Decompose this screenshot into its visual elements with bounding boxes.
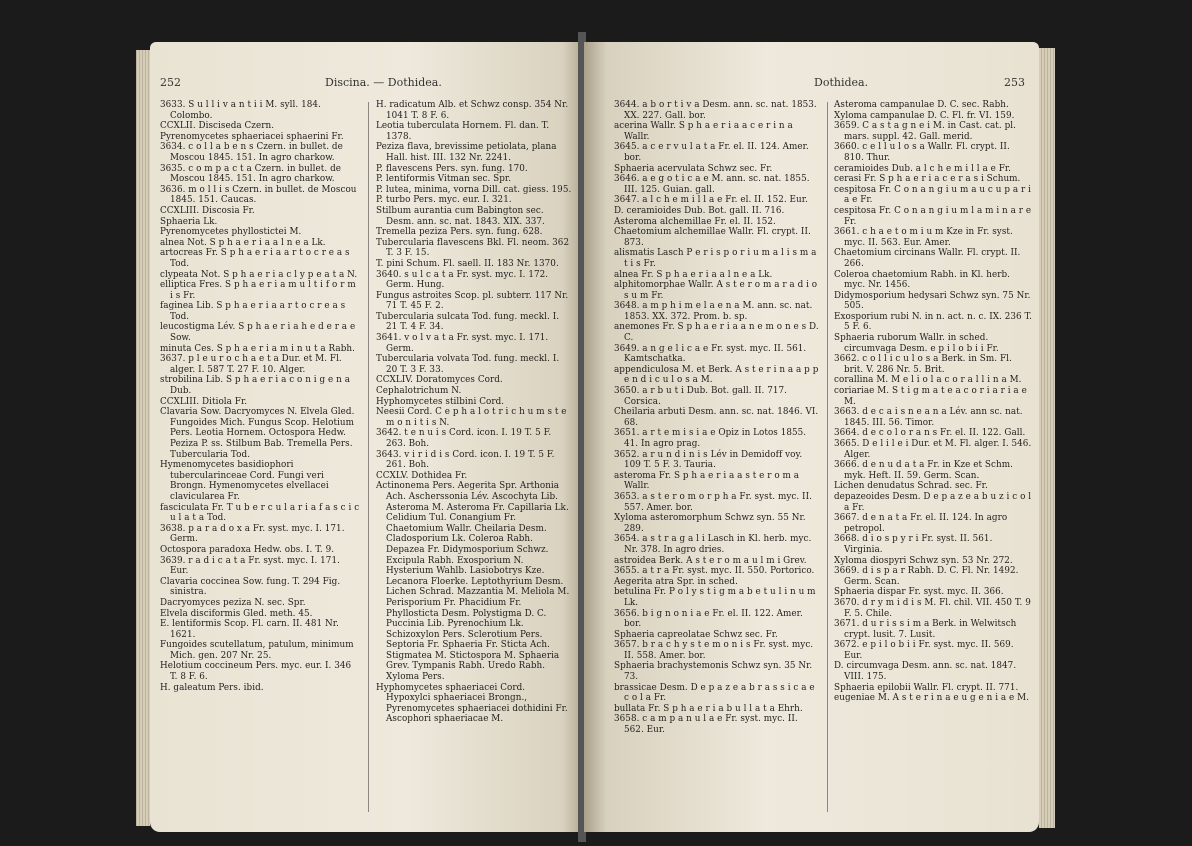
entry-line: CCXLIV. Doratomyces Cord. (376, 375, 503, 386)
entry-line: 3671. d u r i s s i m a Berk. in Welwitsch crypt. lusit. 7. Lusit. (834, 619, 1017, 640)
entry-line: 3638. p a r a d o x a Fr. syst. myc. I. 171. Germ. (160, 523, 345, 545)
entry-line: Octospora paradoxa Hedw. obs. I. T. 9. (160, 544, 335, 555)
entry-line: 3655. a t r a Fr. syst. myc. II. 550. Portorico. (614, 566, 815, 577)
left-page-number: 252 (160, 76, 181, 89)
entry-line: Xyloma diospyri Schwz syn. 53 Nr. 272. (834, 555, 1013, 566)
column-rule-left (368, 102, 369, 812)
entry-line: 3672. e p i l o b i i Fr. syst. myc. II. 569. Eur. (834, 640, 1014, 661)
entry-line: Sphaeria brachystemonis Schwz syn. 35 Nr. 73. (614, 661, 813, 683)
entry-line: alphitomorphae Wallr. A s t e r o m a r a d i o s u m Fr. (614, 280, 818, 301)
entry-line: Hyphomycetes stilbini Cord. (376, 396, 505, 407)
entry-line: Asteroma alchemillae Fr. el. II. 152. (614, 216, 776, 227)
entry-line: 3649. a n g e l i c a e Fr. syst. myc. II. 561. Kamtschatka. (614, 343, 807, 365)
entry-line: 3659. C a s t a g n e i M. in Cast. cat. pl. mars. suppl. 42. Gall. merid. (834, 121, 1016, 142)
entry-line: Cephalotrichum N. (376, 386, 462, 397)
entry-line: 3634. c o l l a b e n s Czern. in bullet. de Moscou 1845. 151. In agro charkow. (160, 142, 343, 163)
entry-line: Fungus astroites Scop. pl. subterr. 117 Nr. 71 T. 45 F. 2. (376, 290, 569, 312)
entry-line: artocreas Fr. S p h a e r i a a r t o c r e a s Tod. (160, 248, 350, 269)
entry-line: 3665. D e l i l e i Dur. et M. Fl. alger. I. 546. Alger. (834, 439, 1032, 460)
entry-line: 3653. a s t e r o m o r p h a Fr. syst. myc. II. 557. Amer. bor. (614, 491, 812, 513)
entry-line: Dacryomyces peziza N. sec. Spr. (160, 597, 306, 608)
entry-line: D. ceramioides Dub. Bot. gall. II. 716. (614, 205, 785, 216)
entry-line: faginea Lib. S p h a e r i a a r t o c r e a s Tod. (160, 301, 346, 322)
entry-line: Xyloma campanulae D. C. Fl. fr. VI. 159. (834, 110, 1015, 121)
entry-line: Aegerita atra Spr. in sched. (614, 576, 738, 587)
entry-line: 3663. d e c a i s n e a n a Lév. ann sc. nat. 1845. III. 56. Timor. (834, 407, 1023, 428)
entry-line: cespitosa Fr. C o n a n g i u m l a m i n a r e Fr. (834, 205, 1032, 227)
entry-line: Hyphomycetes sphaeriacei Cord. Hypoxylci sphaeriacei Brongn., Pyrenomycetes sphaeriacei dothidini Fr. Ascophori sphaeriacae M. (376, 682, 568, 725)
entry-line: Pyrenomycetes phyllostictei M. (160, 227, 302, 238)
entry-line: Sphaeria epilobii Wallr. Fl. crypt. II. 771. (834, 682, 1019, 693)
entry-line: 3666. d e n u d a t a Fr. in Kze et Schm. myk. Heft. II. 59. Germ. Scan. (834, 460, 1013, 481)
entry-line: leucostigma Lév. S p h a e r i a h e d e r a e Sow. (160, 322, 356, 344)
entry-line: 3645. a c e r v u l a t a Fr. el. II. 124. Amer. bor. (614, 142, 809, 163)
entry-line: Elvela disciformis Gled. meth. 45. (160, 608, 313, 619)
left-page-header: Discina. — Dothidea. (325, 76, 442, 89)
entry-line: Hymenomycetes basidiophori tubercularinceae Cord. Fungi veri Brongn. Hymenomycetes elvellacei clavicularea Fr. (160, 460, 329, 502)
entry-line: acerina Wallr. S p h a e r i a a c e r i n a Wallr. (614, 121, 793, 142)
right-column-1 (614, 100, 819, 736)
right-page-number: 253 (1004, 76, 1025, 89)
entry-line: 3642. t e n u i s Cord. icon. I. 19 T. 5 F. 263. Boh. (376, 428, 552, 449)
entry-line: D. circumvaga Desm. ann. sc. nat. 1847. VIII. 175. (834, 661, 1017, 683)
entry-line: 3635. c o m p a c t a Czern. in bullet. de Moscou 1845. 151. In agro charkow. (160, 163, 342, 185)
entry-line: cespitosa Fr. C o n a n g i u m a u c u p a r i a e Fr. (834, 184, 1031, 206)
left-column-1 (160, 100, 360, 693)
entry-line: Clavaria coccinea Sow. fung. T. 294 Fig. sinistra. (160, 576, 341, 598)
entry-line: brassicae Desm. D e p a z e a b r a s s i c a e c o l a Fr. (614, 682, 815, 704)
entry-line: 3661. c h a e t o m i u m Kze in Fr. syst. myc. II. 563. Eur. Amer. (834, 227, 1013, 248)
entry-line: cerasi Fr. S p h a e r i a c e r a s i Schum. (834, 174, 1021, 185)
entry-line: Exosporium rubi N. in n. act. n. c. IX. 236 T. 5 F. 6. (834, 311, 1032, 333)
entry-line: Cheilaria arbuti Desm. ann. sc. nat. 1846. VI. 68. (614, 407, 819, 428)
entry-line: P. turbo Pers. myc. eur. I. 321. (376, 195, 512, 206)
entry-line: P. flavescens Pers. syn. fung. 170. (376, 163, 528, 174)
entry-line: Lichen denudatus Schrad. sec. Fr. (834, 481, 988, 492)
entry-line: Neesii Cord. C e p h a l o t r i c h u m s t e m o n i t i s N. (376, 407, 567, 428)
entry-line: Sphaeria capreolatae Schwz sec. Fr. (614, 629, 778, 640)
entry-line: alismatis Lasch P e r i s p o r i u m a l i s m a t i s Fr. (614, 248, 817, 269)
entry-line: H. galeatum Pers. ibid. (160, 682, 264, 693)
book-edge-left (136, 50, 150, 826)
entry-line: anemones Fr. S p h a e r i a a n e m o n e s D. C. (614, 322, 819, 344)
entry-line: Sphaeria Lk. (160, 216, 218, 227)
left-page (150, 42, 580, 832)
entry-line: alnea Fr. S p h a e r i a a l n e a Lk. (614, 269, 773, 280)
entry-line: 3656. b i g n o n i a e Fr. el. II. 122. Amer. bor. (614, 608, 803, 630)
entry-line: Tremella peziza Pers. syn. fung. 628. (376, 227, 543, 238)
entry-line: CCXLIII. Discosia Fr. (160, 205, 255, 216)
entry-line: Xyloma asteromorphum Schwz syn. 55 Nr. 289. (614, 513, 806, 534)
entry-line: 3648. a m p h i m e l a e n a M. ann. sc. nat. 1853. XX. 372. Prom. b. sp. (614, 301, 813, 322)
entry-line: 3640. s u l c a t a Fr. syst. myc. I. 172. Germ. Hung. (376, 269, 549, 291)
right-page-header: Dothidea. (814, 76, 869, 89)
entry-line: 3636. m o l l i s Czern. in bullet. de Moscou 1845. 151. Caucas. (160, 184, 357, 206)
entry-line: 3662. c o l l i c u l o s a Berk. in Sm. Fl. brit. V. 286 Nr. 5. Brit. (834, 354, 1012, 375)
entry-line: CCXLV. Dothidea Fr. (376, 470, 468, 481)
entry-line: 3633. S u l l i v a n t i i M. syll. 184. Colombo. (160, 100, 321, 121)
entry-line: 3644. a b o r t i v a Desm. ann. sc. nat. 1853. XX. 227. Gall. bor. (614, 100, 817, 121)
entry-line: 3647. a l c h e m i l l a e Fr. el. II. 152. Eur. (614, 195, 808, 206)
right-page (584, 42, 1039, 832)
entry-line: Pyrenomycetes sphaeriacei sphaerini Fr. (160, 131, 344, 142)
entry-line: eugeniae M. A s t e r i n a e u g e n i a e M. (834, 693, 1030, 704)
entry-line: corallina M. M e l i o l a c o r a l l i n a M. (834, 375, 1022, 386)
entry-line: Chaetomium alchemillae Wallr. Fl. crypt. II. 873. (614, 227, 811, 248)
entry-line: Clavaria Sow. Dacryomyces N. Elvela Gled. Fungoides Mich. Fungus Scop. Helotium Pers. Leotia Hornem. Octospora Hedw. Peziza P. ss. Stilbum Bab. Tremella Pers. Tubercularia Tod. (160, 407, 355, 460)
entry-line: minuta Ces. S p h a e r i a m i n u t a Rabh. (160, 343, 355, 354)
entry-line: astroidea Berk. A s t e r o m a u l m i Grev. (614, 555, 807, 566)
entry-line: CCXLIII. Ditiola Fr. (160, 396, 248, 407)
entry-line: 3670. d r y m i d i s M. Fl. chil. VII. 450 T. 9 F. 5. Chile. (834, 597, 1031, 619)
entry-line: 3650. a r b u t i Dub. Bot. gall. II. 717. Corsica. (614, 386, 788, 407)
left-column-2 (376, 100, 572, 725)
entry-line: T. pini Schum. Fl. saell. II. 183 Nr. 1370. (376, 258, 559, 269)
entry-line: Helotium coccineum Pers. myc. eur. I. 346 T. 8 F. 6. (160, 661, 352, 683)
entry-line: 3639. r a d i c a t a Fr. syst. myc. I. 171. Eur. (160, 555, 340, 577)
entry-line: 3646. a e g o t i c a e M. ann. sc. nat. 1855. III. 125. Guian. gall. (614, 174, 810, 195)
entry-line: P. lutea, minima, vorna Dill. cat. giess. 195. (376, 184, 572, 195)
entry-line: 3637. p l e u r o c h a e t a Dur. et M. Fl. alger. I. 587 T. 27 F. 10. Alger. (160, 354, 342, 375)
entry-line: 3668. d i o s p y r i Fr. syst. II. 561. Virginia. (834, 534, 993, 555)
entry-line: Tubercularia sulcata Tod. fung. meckl. I. 21 T. 4 F. 34. (376, 311, 560, 333)
entry-line: Didymosporium hedysari Schwz syn. 75 Nr. 505. (834, 290, 1031, 312)
entry-line: Sphaeria acervulata Schwz sec. Fr. (614, 163, 773, 174)
entry-line: 3658. c a m p a n u l a e Fr. syst. myc. II. 562. Eur. (614, 714, 798, 736)
entry-line: betulina Fr. P o l y s t i g m a b e t u l i n u m Lk. (614, 587, 816, 608)
entry-line: appendiculosa M. et Berk. A s t e r i n a a p p e n d i c u l o s a M. (614, 364, 819, 386)
entry-line: Actinonema Pers. Aegerita Spr. Arthonia Ach. Ascherssonia Lév. Ascochyta Lib. Asteroma M. Asteroma Fr. Capillaria Lk. Celidium Tul. Conangium Fr. Chaetomium Wallr. Cheilaria Desm. Cladosporium Lk. Coleroa Rabh. Depazea Fr. Didymosporium Schwz. Excipula Rabh. Exosporium N. Hysterium Wahlb. Lasiobotrys Kze. Lecanora Floerke. Leptothyrium Desm. Lichen Schrad. Mazzantia M. Meliola M. Perisporium Fr. Phacidium Fr. Phyllosticta Desm. Polystigma D. C. Puccinia Lib. Pyrenochium Lk. Schizoxylon Pers. Sclerotium Pers. Septoria Fr. Sphaeria Fr. Sticta Ach. Stigmatea M. Stictospora M. Sphaeria Grev. Tympanis Rabh. Uredo Rabh. Xyloma Pers. (376, 481, 570, 683)
entry-line: 3652. a r u n d i n i s Lév in Demidoff voy. 109 T. 5 F. 3. Tauria. (614, 449, 803, 471)
entry-line: Tubercularia flavescens Bkl. Fl. neom. 362 T. 3 F. 15. (376, 237, 570, 259)
entry-line: Sphaeria dispar Fr. syst. myc. II. 366. (834, 587, 1004, 598)
entry-line: Asteroma campanulae D. C. sec. Rabh. (834, 100, 1009, 110)
entry-line: 3664. d e c o l o r a n s Fr. el. II. 122. Gall. (834, 428, 1026, 439)
entry-line: strobilina Lib. S p h a e r i a c o n i g e n a Dub. (160, 375, 350, 397)
entry-line: Coleroa chaetomium Rabh. in Kl. herb. myc. Nr. 1456. (834, 269, 1010, 291)
entry-line: 3641. v o l v a t a Fr. syst. myc. I. 171. Germ. (376, 333, 549, 354)
entry-line: 3657. b r a c h y s t e m o n i s Fr. syst. myc. II. 558. Amer. bor. (614, 640, 814, 661)
entry-line: 3667. d e n a t a Fr. el. II. 124. In agro petropol. (834, 513, 1008, 534)
entry-line: 3669. d i s p a r Rabh. D. C. Fl. Nr. 1492. Germ. Scan. (834, 566, 1019, 587)
entry-line: Fungoides scutellatum, patulum, minimum Mich. gen. 207 Nr. 25. (160, 640, 354, 661)
entry-line: Sphaeria ruborum Wallr. in sched. circumvaga Desm. e p i l o b i i Fr. (834, 333, 999, 354)
entry-line: 3651. a r t e m i s i a e Opiz in Lotos 1855. 41. In agro prag. (614, 428, 807, 449)
book-edge-right (1039, 48, 1055, 828)
entry-line: Chaetomium circinans Wallr. Fl. crypt. II. 266. (834, 248, 1021, 269)
entry-line: bullata Fr. S p h a e r i a b u l l a t a Ehrh. (614, 703, 803, 714)
entry-line: E. lentiformis Scop. Fl. carn. II. 481 Nr. 1621. (160, 619, 339, 640)
column-rule-right (827, 102, 828, 812)
entry-line: CCXLII. Discisedа Czern. (160, 121, 275, 132)
entry-line: asteroma Fr. S p h a e r i a a s t e r o m a Wallr. (614, 470, 800, 492)
entry-line: alnea Not. S p h a e r i a a l n e a Lk. (160, 237, 326, 248)
right-column-2 (834, 100, 1032, 704)
entry-line: elliptica Fres. S p h a e r i a m u l t i f o r m i s Fr. (160, 280, 356, 301)
entry-line: depazeoides Desm. D e p a z e a b u z i c o l a Fr. (834, 491, 1032, 513)
entry-line: coriariae M. S t i g m a t e a c o r i a r i a e M. (834, 386, 1027, 407)
entry-line: Tubercularia volvata Tod. fung. meckl. I. 20 T. 3 F. 33. (376, 354, 560, 375)
entry-line: 3660. c e l l u l o s a Wallr. Fl. crypt. II. 810. Thur. (834, 142, 1010, 163)
entry-line: P. lentiformis Vitman sec. Spr. (376, 174, 512, 185)
entry-line: Leotia tuberculata Hornem. Fl. dan. T. 1378. (376, 121, 550, 142)
entry-line: clypeata Not. S p h a e r i a c l y p e a t a N. (160, 269, 358, 280)
entry-line: fasciculata Fr. T u b e r c u l a r i a f a s c i c u l a t a Tod. (160, 502, 360, 524)
entry-line: 3643. v i r i d i s Cord. icon. I. 19 T. 5 F. 261. Boh. (376, 449, 555, 471)
entry-line: Peziza flava, brevissime petiolata, plana Hall. hist. III. 132 Nr. 2241. (376, 142, 557, 163)
entry-line: ceramioides Dub. a l c h e m i l l a e Fr. (834, 163, 1012, 174)
entry-line: Stilbum aurantia cum Babington sec. Desm. ann. sc. nat. 1843. XIX. 337. (376, 205, 545, 227)
entry-line: 3654. a s t r a g a l i Lasch in Kl. herb. myc. Nr. 378. In agro dries. (614, 534, 812, 555)
entry-line: H. radicatum Alb. et Schwz consp. 354 Nr. 1041 T. 8 F. 6. (376, 100, 569, 121)
